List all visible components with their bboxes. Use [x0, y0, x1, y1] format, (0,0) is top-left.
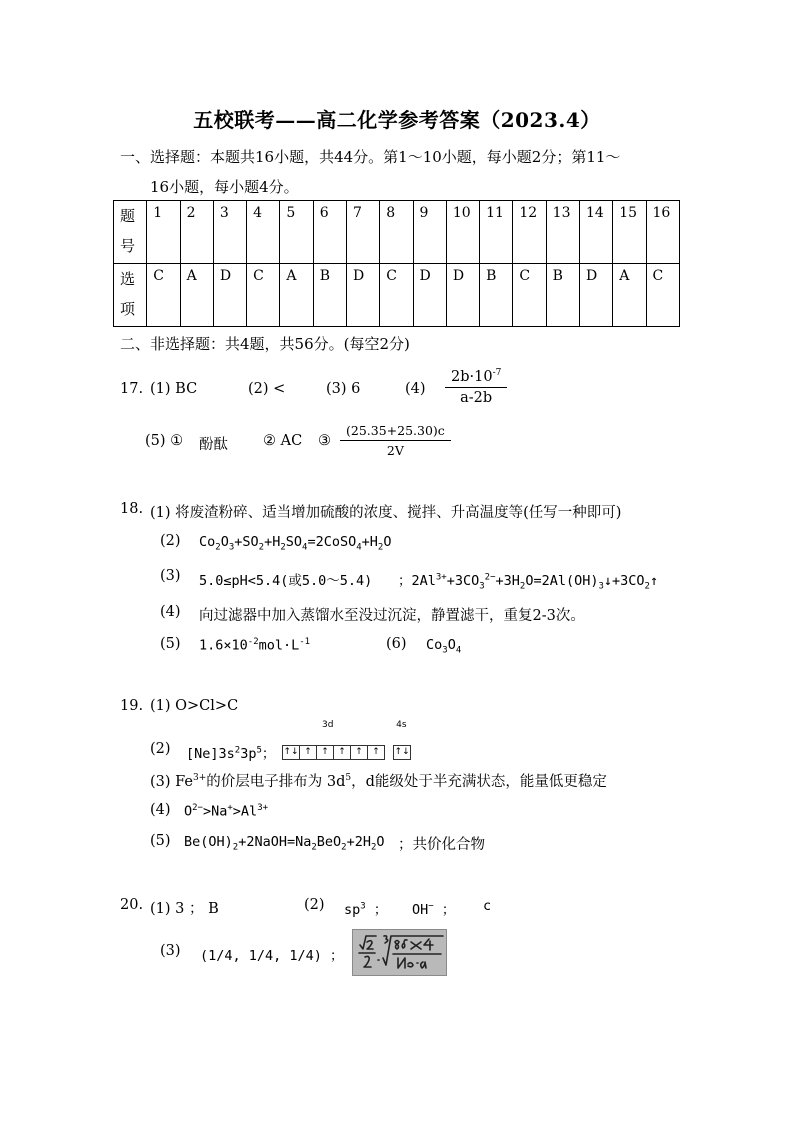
- q17-part5-c: ③: [318, 433, 331, 449]
- orbital-3d: [282, 720, 384, 760]
- table-cell: C: [247, 264, 280, 327]
- orbital-box: ↑↓: [393, 745, 411, 760]
- q20-part1: (1) 3 ； B: [150, 901, 219, 917]
- q18-part6: $Co_3O_4$: [426, 637, 462, 656]
- table-cell: 7: [346, 201, 379, 264]
- table-cell: 15: [613, 201, 646, 264]
- q17-number: 17.: [120, 381, 144, 397]
- q19-part3: (3) $Fe^{3+}$的价层电子排布为 $3d^5$，d能级处于半充满状态，能量低更稳定: [150, 773, 607, 790]
- q20-part2-label: (2): [304, 897, 325, 913]
- table-cell: 5: [280, 201, 313, 264]
- table-cell: C: [513, 264, 546, 327]
- q20-part2-hybrid: $sp^3$ ；: [344, 901, 388, 918]
- orbital-4s-label: 4s: [396, 720, 407, 730]
- table-cell: 9: [413, 201, 446, 264]
- section-two-heading: 二、非选择题：共4题，共56分。(每空2分): [120, 335, 410, 353]
- q20-number: 20.: [120, 897, 144, 913]
- table-cell: B: [546, 264, 579, 327]
- orbital-box: ↑: [316, 745, 334, 760]
- q20-part3-coordinate: (1/4, 1/4, 1/4) ；: [200, 948, 344, 964]
- table-cell: B: [313, 264, 346, 327]
- table-cell: D: [346, 264, 379, 327]
- table-cell: A: [613, 264, 646, 327]
- orbital-box: ↑: [367, 745, 385, 760]
- table-cell: C: [380, 264, 413, 327]
- orbital-3d-label: 3d: [322, 720, 334, 730]
- q18-part3-label: (3): [160, 568, 181, 584]
- table-cell: D: [413, 264, 446, 327]
- q18-number: 18.: [120, 501, 144, 517]
- handwritten-formula-image: [352, 929, 447, 976]
- q17-part5-label: (5) ①: [145, 433, 184, 449]
- q19-part2-label: (2): [150, 741, 171, 757]
- q17-part2: (2) <: [248, 381, 286, 397]
- table-cell: D: [213, 264, 246, 327]
- table-cell: 3: [213, 201, 246, 264]
- q19-part4: $O^{2-}>Na^+>Al^{3+}$: [184, 803, 269, 820]
- q19-part1: (1) O>Cl>C: [150, 698, 239, 714]
- row-header-number: 题 号: [114, 201, 147, 264]
- q19-number: 19.: [120, 698, 144, 714]
- table-cell: 6: [313, 201, 346, 264]
- table-cell: B: [480, 264, 513, 327]
- table-cell: D: [579, 264, 612, 327]
- table-cell: 10: [446, 201, 479, 264]
- q19-part2-config: $[Ne]3s^23p^5$；: [186, 745, 276, 762]
- q20-part2-c: c: [483, 898, 492, 914]
- table-cell: A: [280, 264, 313, 327]
- orbital-box: ↑: [350, 745, 368, 760]
- handwritten-formula-sketch: [353, 930, 446, 975]
- q19-part5-tail: ；共价化合物: [398, 837, 485, 853]
- q19-part4-label: (4): [150, 802, 171, 818]
- row-header-option: 选 项: [114, 264, 147, 327]
- orbital-box: ↑↓: [282, 745, 300, 760]
- q18-part2-label: (2): [160, 533, 181, 549]
- q20-part2-ion: OH− ；: [412, 901, 456, 918]
- q18-part4: 向过滤器中加入蒸馏水至没过沉淀，静置滤干，重复2-3次。: [199, 608, 585, 624]
- table-cell: 2: [180, 201, 213, 264]
- orbital-box: ↑: [333, 745, 351, 760]
- orbital-box: ↑: [299, 745, 317, 760]
- q18-part5: $1.6\times 10^{-2}mol\cdot L^{-1}$: [199, 637, 311, 654]
- table-cell: 16: [646, 201, 680, 264]
- q18-part2-equation: $Co_2O_3+SO_2+H_2SO_4=2CoSO_4+H_2O$: [199, 534, 392, 553]
- q17-part4-fraction: $\frac{2b\cdot 10^{-7}}{a-2b}$: [445, 368, 507, 406]
- table-cell: D: [446, 264, 479, 327]
- q18-part3-range: 5.0≤pH<5.4(或5.0～5.4): [199, 573, 373, 589]
- q20-part3-label: (3): [160, 943, 181, 959]
- q18-part1: (1) 将废渣粉碎、适当增加硫酸的浓度、搅拌、升高温度等(任写一种即可): [150, 505, 622, 521]
- q17-part3: (3) 6: [326, 381, 361, 397]
- q17-part1: (1) BC: [150, 381, 198, 397]
- q17-part5-b: ② AC: [263, 433, 303, 449]
- answer-table: [113, 200, 680, 327]
- q17-part4-label: (4): [405, 381, 426, 397]
- orbital-diagram: [282, 720, 410, 760]
- table-row-numbers: [114, 201, 680, 264]
- orbital-4s: [393, 720, 410, 760]
- table-cell: 14: [579, 201, 612, 264]
- q19-part5-equation: $Be(OH)_2+2NaOH=Na_2BeO_2+2H_2O$: [184, 834, 385, 853]
- table-cell: C: [646, 264, 680, 327]
- q18-part3-equation: ；$2Al^{3+}+3CO_3^{2-}+3H_2O=2Al(OH)_3↓+3CO_2↑$: [398, 572, 659, 592]
- table-cell: 1: [147, 201, 180, 264]
- table-cell: 13: [546, 201, 579, 264]
- q18-part6-label: (6): [386, 636, 407, 652]
- q17-part5-indicator: 酚酞: [199, 437, 228, 453]
- q17-part5-fraction: $\frac{(25.35+25.30)c}{2V}$: [340, 423, 451, 458]
- q18-part4-label: (4): [160, 604, 181, 620]
- table-cell: C: [147, 264, 180, 327]
- page-title: 五校联考——高二化学参考答案（2023.4）: [193, 108, 601, 132]
- table-cell: A: [180, 264, 213, 327]
- table-cell: 8: [380, 201, 413, 264]
- table-cell: 11: [480, 201, 513, 264]
- table-cell: 12: [513, 201, 546, 264]
- q18-part5-label: (5): [160, 636, 181, 652]
- section-one-heading: 一、选择题：本题共16小题，共44分。第1～10小题，每小题2分；第11～: [120, 148, 621, 166]
- table-cell: 4: [247, 201, 280, 264]
- table-row-options: [114, 264, 680, 327]
- q19-part5-label: (5): [150, 833, 171, 849]
- section-one-heading-cont: 16小题，每小题4分。: [150, 178, 299, 196]
